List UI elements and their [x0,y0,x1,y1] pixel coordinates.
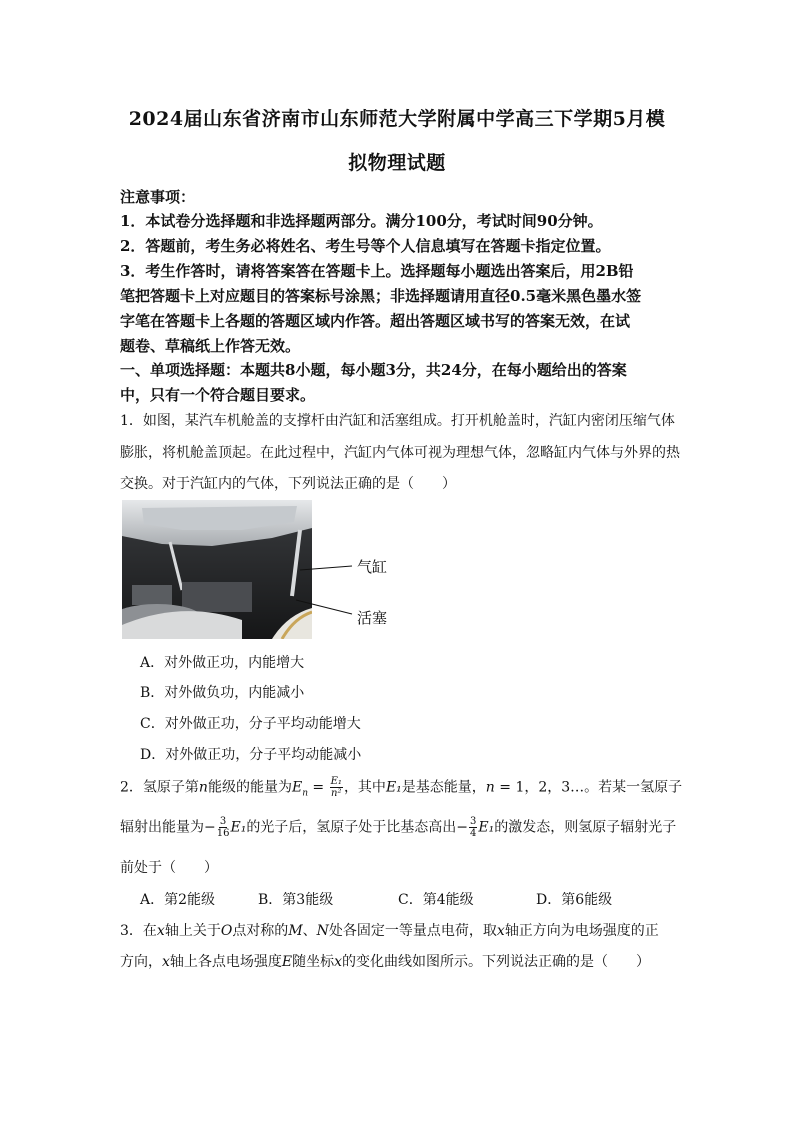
q1-option-d: D．对外做正功，分子平均动能减小 [140,747,362,763]
note-item-1: 1．本试卷分选择题和非选择题两部分。满分100分，考试时间90分钟。 [120,212,603,230]
q1-option-c: C．对外做正功，分子平均动能增大 [140,716,361,732]
notes-heading: 注意事项： [120,188,196,206]
q3-stem-line-2: 方向，x轴上各点电场强度E随坐标x的变化曲线如图所示。下列说法正确的是（ ） [120,954,651,970]
q1-stem-line-3: 交换。对于汽缸内的气体，下列说法正确的是（ ） [120,476,456,492]
note-item-3-cont-2: 字笔在答题卡上各题的答题区域内作答。超出答题区域书写的答案无效，在试 [120,312,631,330]
q2-option-b: B．第3能级 [258,892,334,908]
note-item-3-cont-3: 题卷、草稿纸上作答无效。 [120,337,301,355]
photon-energy-fraction: $\frac{3}{16}$ [216,816,230,839]
note-item-2: 2．答题前，考生务必将姓名、考生号等个人信息填写在答题卡指定位置。 [120,237,611,255]
q2-stem-line-3: 前处于（ ） [120,860,218,876]
energy-formula-fraction: $\frac{\text{E₁}}{\text{n²}}$ [330,776,342,799]
note-item-3: 3．考生作答时，请将答案答在答题卡上。选择题每小题选出答案后，用2B铅 [120,262,634,280]
note-item-3-cont-1: 笔把答题卡上对应题目的答案标号涂黑；非选择题请用直径0.5毫米黑色墨水签 [120,287,642,305]
q2-option-d: D．第6能级 [536,892,613,908]
section-heading-line-1: 一、单项选择题：本题共8小题，每小题3分，共24分，在每小题给出的答案 [120,361,627,379]
q1-option-b: B．对外做负功，内能减小 [140,685,305,701]
q2-option-c: C．第4能级 [398,892,474,908]
exam-title-line-1: 2024届山东省济南市山东师范大学附属中学高三下学期5月模 [128,108,666,130]
excited-state-fraction: $\frac{3}{4}$ [470,816,477,839]
q1-stem-line-2: 膨胀，将机舱盖顶起。在此过程中，汽缸内气体可视为理想气体，忽略缸内气体与外界的热 [120,445,680,461]
q2-stem-line-2: 辐射出能量为− $\frac{3}{16}$ E₁的光子后，氢原子处于比基态高出− $\frac{3}{4}$ E₁的激发态，则氢原子辐射光子 [120,816,677,839]
q3-stem-line-1: 3．在x轴上关于O点对称的M、N处各固定一等量点电荷，取x轴正方向为电场强度的正 [120,923,659,939]
q2-option-a: A．第2能级 [140,892,216,908]
exam-title-line-2: 拟物理试题 [348,152,446,174]
section-heading-line-2: 中，只有一个符合题目要求。 [120,386,316,404]
q1-stem-line-1: 1．如图，某汽车机舱盖的支撑杆由汽缸和活塞组成。打开机舱盖时，汽缸内密闭压缩气体 [120,413,675,429]
label-cylinder: 气缸 [357,558,388,576]
q1-option-a: A．对外做正功，内能增大 [140,655,305,671]
label-piston: 活塞 [357,609,388,627]
q2-stem-line-1: 2．氢原子第n能级的能量为$E_n$ = $\frac{\text{E₁}}{\text{n²}}$ ，其中E₁是基态能量，n = 1，2，3…。若某一氢原子 [120,776,683,799]
